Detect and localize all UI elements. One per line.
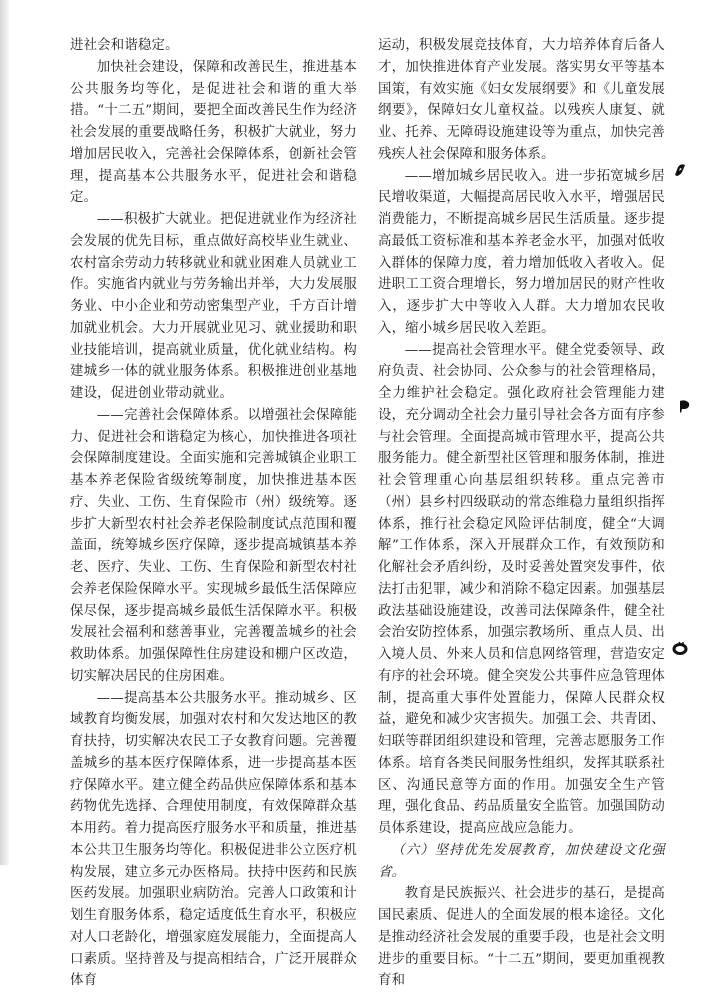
paragraph-education: 教育是民族振兴、社会进步的基石，是提高国民素质、促进人的全面发展的根本途径。文化是推动经济社会发展的重要手段，也是社会文明进步的重要目标。“十二五”期间，要更加重视教育和 <box>378 883 665 992</box>
paragraph-income: ——增加城乡居民收入。进一步拓宽城乡居民增收渠道，大幅提高居民收入水平，增强居民消费能力，不断提高城乡居民生活质量。逐步提高最低工资标准和基本养老金水平，加强对低收入群体的保障力度，着力增加低收入者收入。促进职工工资合理增长，努力增加居民的财产性收入，逐步扩大中等收入人群。大力增加农民收入，缩小城乡居民收入差距。 <box>378 166 665 340</box>
ink-blot-mark <box>676 398 692 414</box>
paragraph-employment: ——积极扩大就业。把促进就业作为经济社会发展的优先目标，重点做好高校毕业生就业、农村富余劳动力转移就业和就业困难人员就业工作。实施省内就业与劳务输出并举，大力发展服务业、中小企业和劳动密集型产业，千方百计增加就业机会。大力开展就业见习、就业援助和职业技能培训，提高就业质量，优化就业结构。构建城乡一体的就业服务体系。积极推进创业基地建设，促进创业带动就业。 <box>70 209 357 405</box>
continuation-text: 进社会和谐稳定。 <box>70 35 357 57</box>
scan-edge-shadow <box>0 0 9 865</box>
right-column <box>378 35 665 992</box>
left-column <box>70 35 357 992</box>
ink-blot-mark <box>672 162 688 178</box>
ink-blot-mark <box>672 640 688 656</box>
continuation-text: 运动，积极发展竞技体育，大力培养体育后备人才，加快推进体育产业发展。落实男女平等基本国策，有效实施《妇女发展纲要》和《儿童发展纲要》，保障妇女儿童权益。以残疾人康复、就业、托养、无障碍设施建设等为重点，加快完善残疾人社会保障和服务体系。 <box>378 35 665 166</box>
paragraph-social-construction: 加快社会建设，保障和改善民生，推进基本公共服务均等化，是促进社会和谐的重大举措。“十二五”期间，要把全面改善民生作为经济社会发展的重要战略任务，积极扩大就业，努力增加居民收入，完善社会保障体系，创新社会管理，提高基本公共服务水平，促进社会和谐稳定。 <box>70 57 357 209</box>
paragraph-public-services: ——提高基本公共服务水平。推动城乡、区域教育均衡发展，加强对农村和欠发达地区的教育扶持，切实解决农民工子女教育问题。完善覆盖城乡的基本医疗保障体系，进一步提高基本医疗保障水平。建立健全药品供应保障体系和基本药物优先选择、合理使用制度，有效保障群众基本用药。着力提高医疗服务水平和质量，推进基本公共卫生服务均等化。积极促进非公立医疗机构发展，建立多元办医格局。扶持中医药和民族医药发展。加强职业病防治。完善人口政策和计划生育服务体系，稳定适度低生育水平，积极应对人口老龄化，增强家庭发展能力，全面提高人口素质。坚持普及与提高相结合，广泛开展群众体育 <box>70 688 357 992</box>
section-heading: （六）坚持优先发展教育，加快建设文化强省。 <box>378 840 665 884</box>
paragraph-social-management: ——提高社会管理水平。健全党委领导、政府负责、社会协同、公众参与的社会管理格局，全力维护社会稳定。强化政府社会管理能力建设，充分调动全社会力量引导社会各方面有序参与社会管理。全面提高城市管理水平，提高公共服务能力。健全新型社区管理和服务体制，推进社会管理重心向基层组织转移。重点完善市（州）县乡村四级联动的常态维稳力量组织指挥体系，推行社会稳定风险评估制度，健全“大调解”工作体系，深入开展群众工作，有效预防和化解社会矛盾纠纷，及时妥善处置突发事件，依法打击犯罪，减少和消除不稳定因素。加强基层政法基础设施建设，改善司法保障条件，健全社会治安防控体系，加强宗教场所、重点人员、出入境人员、外来人员和信息网络管理，营造安定有序的社会环境。健全突发公共事件应急管理体制，提高重大事件处置能力，保障人民群众权益，避免和减少灾害损失。加强工会、共青团、妇联等群团组织建设和管理，完善志愿服务工作体系。培育各类民间服务性组织，发挥其联系社区、沟通民意等方面的作用。加强安全生产管理，强化食品、药品质量安全监管。加强国防动员体系建设，提高应战应急能力。 <box>378 340 665 840</box>
paragraph-social-security: ——完善社会保障体系。以增强社会保障能力、促进社会和谐稳定为核心，加快推进各项社会保障制度建设。全面实施和完善城镇企业职工基本养老保险省级统筹制度，加快推进基本医疗、失业、工伤、生育保险市（州）级统筹。逐步扩大新型农村社会养老保险制度试点范围和覆盖面，统筹城乡医疗保障，逐步提高城镇基本养老、医疗、失业、工伤、生育保险和新型农村社会养老保险保障水平。实现城乡最低生活保障应保尽保，逐步提高城乡最低生活保障水平。积极发展社会福利和慈善事业，完善覆盖城乡的社会救助体系。加强保障性住房建设和棚户区改造，切实解决居民的住房困难。 <box>70 405 357 688</box>
